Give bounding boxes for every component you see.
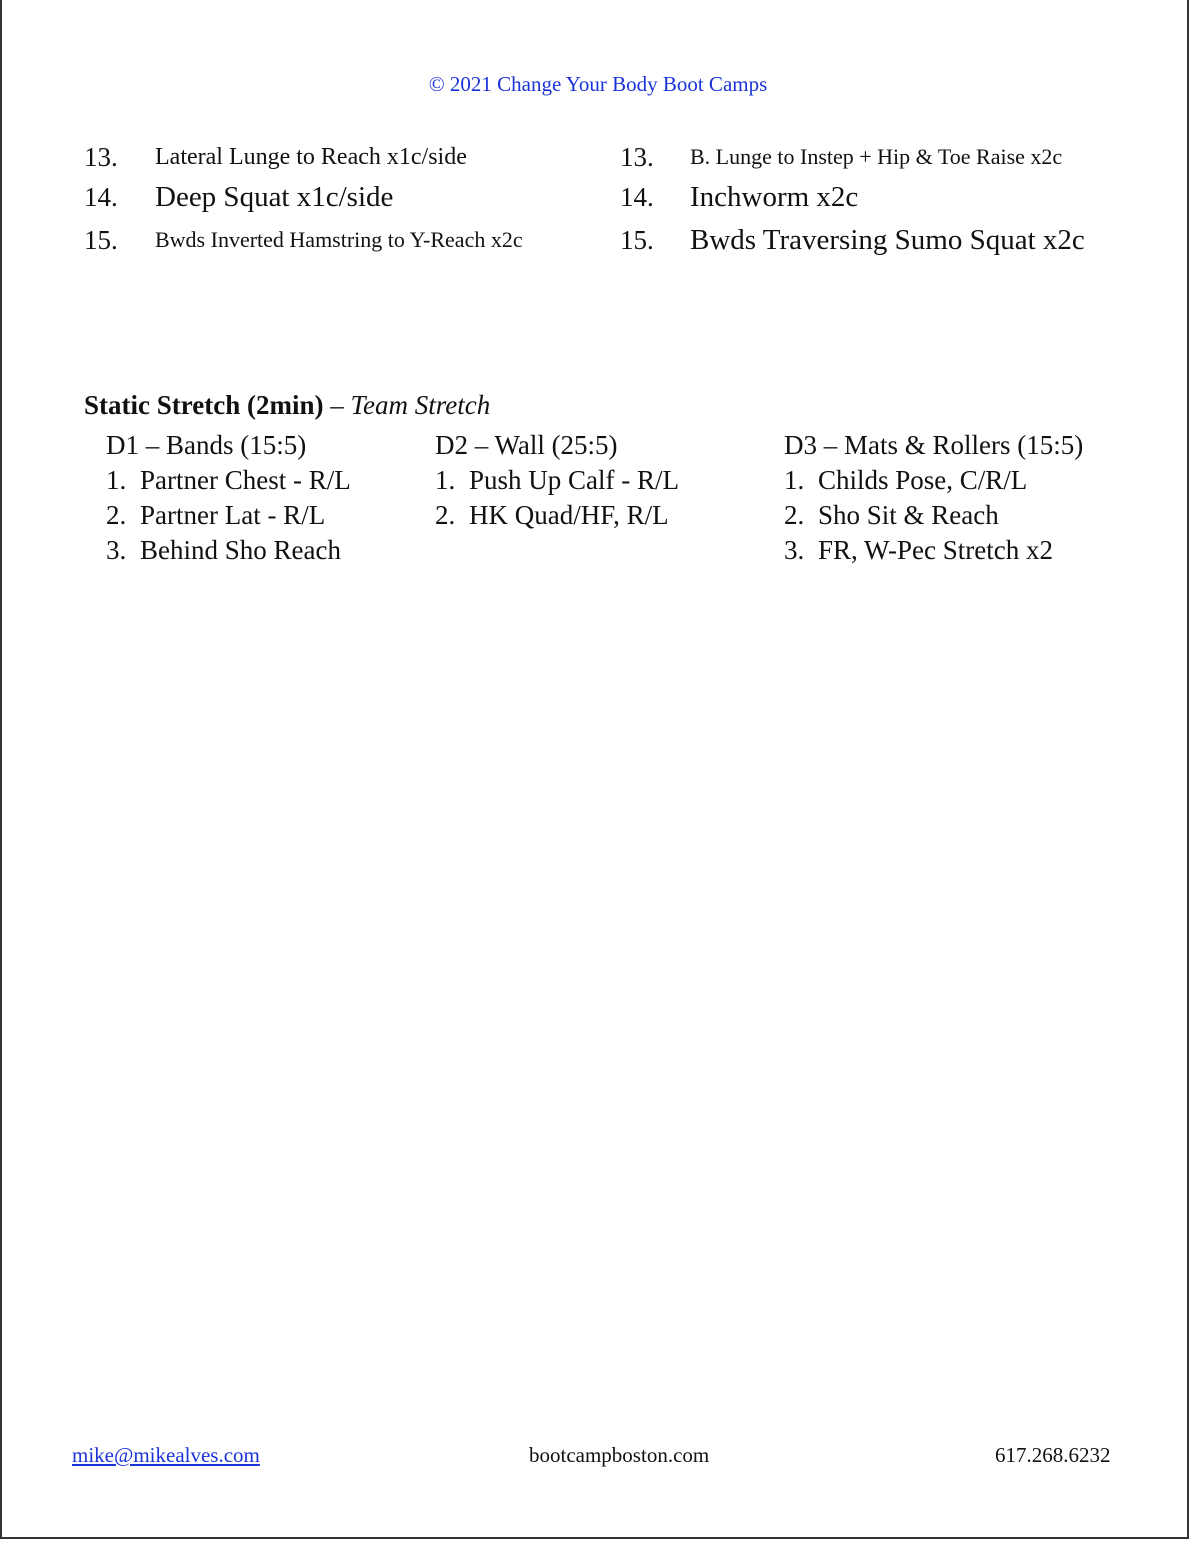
static-stretch-subtitle: Team Stretch [350,390,491,420]
stretch-station-d2 [435,428,679,533]
station-item [784,498,1083,533]
station-item-number: 2. [784,500,805,530]
station-item-number: 1. [106,465,127,495]
station-item-text: Partner Lat - R/L [140,500,326,530]
exercise-text: Inchworm x2c [690,181,859,213]
station-item-number: 1. [435,465,456,495]
station-item-text: Partner Chest - R/L [140,465,351,495]
exercise-number: 14. [84,182,118,212]
exercise-text: Bwds Traversing Sumo Squat x2c [690,224,1085,256]
station-item-text: Childs Pose, C/R/L [818,465,1028,495]
stretch-station-d3 [784,428,1083,568]
station-title: D1 – Bands (15:5) [106,430,307,460]
station-item-text: FR, W-Pec Stretch x2 [818,535,1053,565]
heading-separator: – [323,390,351,420]
exercise-number: 15. [620,225,654,255]
station-item [106,533,351,568]
station-item-text: HK Quad/HF, R/L [469,500,669,530]
station-item-text: Behind Sho Reach [140,535,341,565]
station-item-number: 2. [435,500,456,530]
station-title: D2 – Wall (25:5) [435,430,618,460]
footer-email-link[interactable]: mike@mikealves.com [72,1443,260,1467]
exercise-text: Deep Squat x1c/side [155,181,394,213]
static-stretch-title: Static Stretch (2min) [84,390,324,420]
exercise-text: B. Lunge to Instep + Hip & Toe Raise x2c [690,144,1063,169]
station-item [106,498,351,533]
footer-website: bootcampboston.com [529,1443,710,1467]
station-item [784,533,1083,568]
exercise-number: 13. [620,142,654,172]
static-stretch-heading [84,390,490,421]
exercise-text: Bwds Inverted Hamstring to Y-Reach x2c [155,227,523,252]
station-item-number: 3. [106,535,127,565]
station-item-number: 3. [784,535,805,565]
station-item-text: Push Up Calf - R/L [469,465,680,495]
station-item-number: 2. [106,500,127,530]
exercise-text: Lateral Lunge to Reach x1c/side [155,144,467,170]
copyright-notice: © 2021 Change Your Body Boot Camps [428,72,768,96]
exercise-number: 14. [620,182,654,212]
station-item-text: Sho Sit & Reach [818,500,999,530]
station-item [106,463,351,498]
footer-phone: 617.268.6232 [995,1443,1111,1467]
exercise-number: 13. [84,142,118,172]
station-item [784,463,1083,498]
station-item [435,463,679,498]
station-title: D3 – Mats & Rollers (15:5) [784,430,1084,460]
stretch-station-d1 [106,428,351,568]
exercise-number: 15. [84,225,118,255]
station-item [435,498,679,533]
station-item-number: 1. [784,465,805,495]
